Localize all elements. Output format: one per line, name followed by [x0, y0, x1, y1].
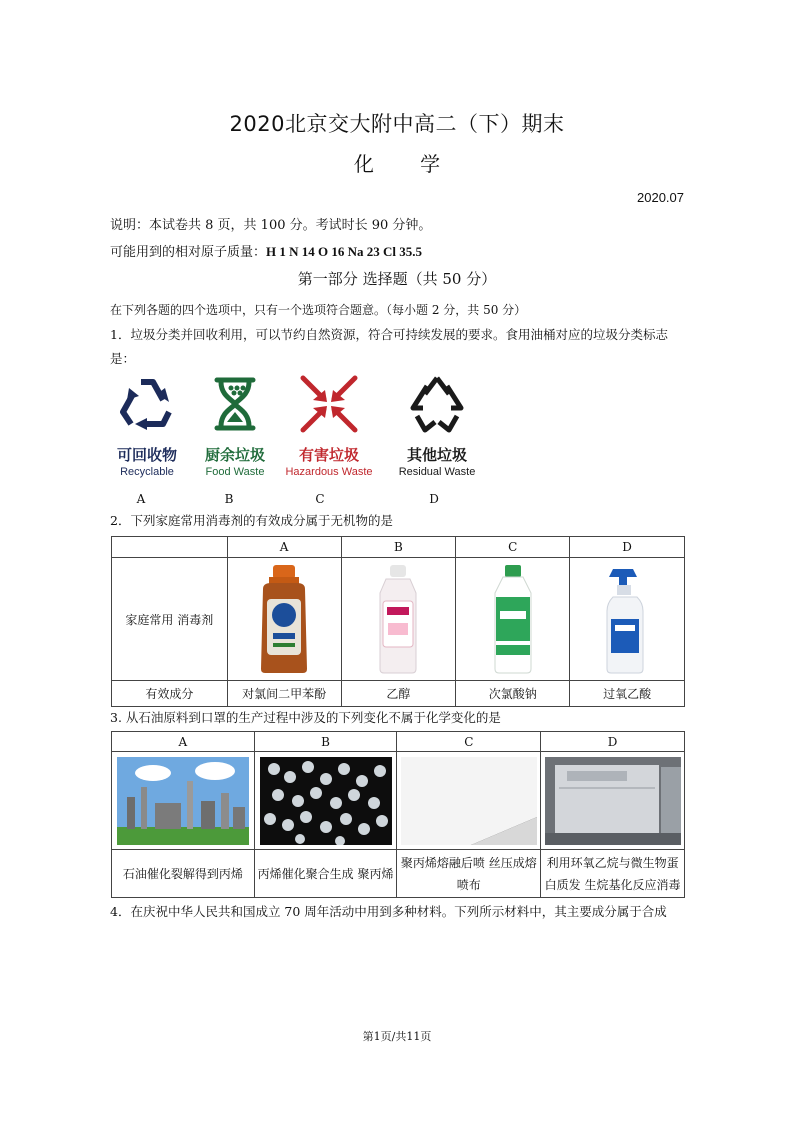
ingredient-cell: 次氯酸钠 — [456, 681, 570, 707]
spray-bottle-icon — [597, 563, 657, 675]
part1-instruction: 在下列各题的四个选项中，只有一个选项符合题意。（每小题 2 分，共 50 分） — [110, 303, 527, 317]
photo-c-cell — [397, 752, 541, 850]
polypropylene-pellets-photo — [260, 757, 392, 845]
table-header-row — [112, 537, 685, 558]
photo-d-cell — [541, 752, 685, 850]
recycle-arrows-icon — [115, 374, 179, 434]
header-cell: A — [227, 537, 341, 558]
photo-a-cell — [112, 752, 255, 850]
option-a-cn: 可回收物 — [116, 446, 177, 464]
table-header-row — [112, 732, 685, 752]
hazard-cross-icon — [297, 374, 361, 434]
row-label: 家庭常用 消毒剂 — [112, 558, 228, 681]
option-d-cn: 其他垃圾 — [406, 446, 467, 464]
atomic-mass-label: 可能用到的相对原子质量： — [110, 245, 267, 260]
header-cell: C — [397, 732, 541, 752]
bottle-c-cell — [456, 558, 570, 681]
photo-b-cell — [254, 752, 397, 850]
option-b-en: Food Waste — [205, 466, 265, 478]
recyclable-symbol — [97, 374, 197, 478]
food-waste-symbol — [185, 374, 285, 478]
dettol-bottle-icon — [249, 563, 319, 675]
header-cell: D — [570, 537, 685, 558]
hazardous-waste-symbol — [279, 374, 379, 478]
question-1-text: 1．垃圾分类并回收利用，可以节约自然资源，符合可持续发展的要求。食用油桶对应的垃圾分类标志是： — [110, 327, 668, 366]
caption-cell: 丙烯催化聚合生成 聚丙烯 — [254, 850, 397, 898]
table-row — [112, 850, 685, 898]
header-cell — [112, 537, 228, 558]
header-cell: D — [541, 732, 685, 752]
bleach-bottle-icon — [483, 563, 543, 675]
option-c-cn: 有害垃圾 — [298, 446, 359, 464]
option-b-letter: B — [224, 492, 234, 506]
question-2-text: 2．下列家庭常用消毒剂的有效成分属于无机物的是 — [110, 513, 393, 528]
header-cell: C — [456, 537, 570, 558]
table-row — [112, 558, 685, 681]
meltblown-fabric-photo — [401, 757, 537, 845]
caption-cell: 利用环氧乙烷与微生物蛋白质发 生烷基化反应消毒 — [541, 850, 685, 898]
question-4-text: 4．在庆祝中华人民共和国成立 70 周年活动中用到多种材料。下列所示材料中，其主要成分属于合成 — [110, 904, 667, 919]
header-cell: B — [254, 732, 397, 752]
table-row — [112, 752, 685, 850]
caption-cell: 石油催化裂解得到丙烯 — [112, 850, 255, 898]
page-number: 第1页/共11页 — [362, 1030, 432, 1043]
residual-waste-symbol — [387, 374, 487, 478]
subject-title: 化 学 — [353, 152, 441, 176]
bottle-b-cell — [341, 558, 456, 681]
option-c-en: Hazardous Waste — [285, 466, 373, 478]
production-table — [111, 731, 685, 898]
atomic-mass-line — [110, 241, 422, 260]
option-b-cn: 厨余垃圾 — [204, 446, 265, 464]
disinfectant-table — [111, 536, 685, 707]
header-cell: A — [112, 732, 255, 752]
option-d-en: Residual Waste — [398, 466, 476, 478]
part1-title: 第一部分 选择题（共 50 分） — [297, 270, 497, 288]
ingredient-cell: 对氯间二甲苯酚 — [227, 681, 341, 707]
option-a-en: Recyclable — [120, 466, 174, 478]
bottle-a-cell — [227, 558, 341, 681]
table-row — [112, 681, 685, 707]
sterilizer-photo — [545, 757, 681, 845]
page-title: 2020北京交大附中高二（下）期末 — [229, 112, 565, 136]
refinery-photo — [117, 757, 249, 845]
atomic-mass-values: H 1 N 14 O 16 Na 23 Cl 35.5 — [266, 244, 423, 259]
caption-cell: 聚丙烯熔融后喷 丝压成熔喷布 — [397, 850, 541, 898]
ingredient-label: 有效成分 — [112, 681, 228, 707]
exam-description: 说明：本试卷共 8 页，共 100 分。考试时长 90 分钟。 — [110, 218, 432, 233]
option-a-letter: A — [136, 492, 146, 506]
option-c-letter: C — [315, 492, 325, 506]
hourglass-icon — [203, 374, 267, 434]
ingredient-cell: 过氧乙酸 — [570, 681, 685, 707]
exam-date: 2020.07 — [637, 190, 684, 205]
residual-arrows-icon — [405, 374, 469, 434]
option-d-letter: D — [429, 492, 439, 506]
header-cell: B — [341, 537, 456, 558]
bottle-d-cell — [570, 558, 685, 681]
question-3-text: 3. 从石油原料到口罩的生产过程中涉及的下列变化不属于化学变化的是 — [110, 710, 501, 725]
alcohol-bottle-icon — [368, 563, 428, 675]
ingredient-cell: 乙醇 — [341, 681, 456, 707]
